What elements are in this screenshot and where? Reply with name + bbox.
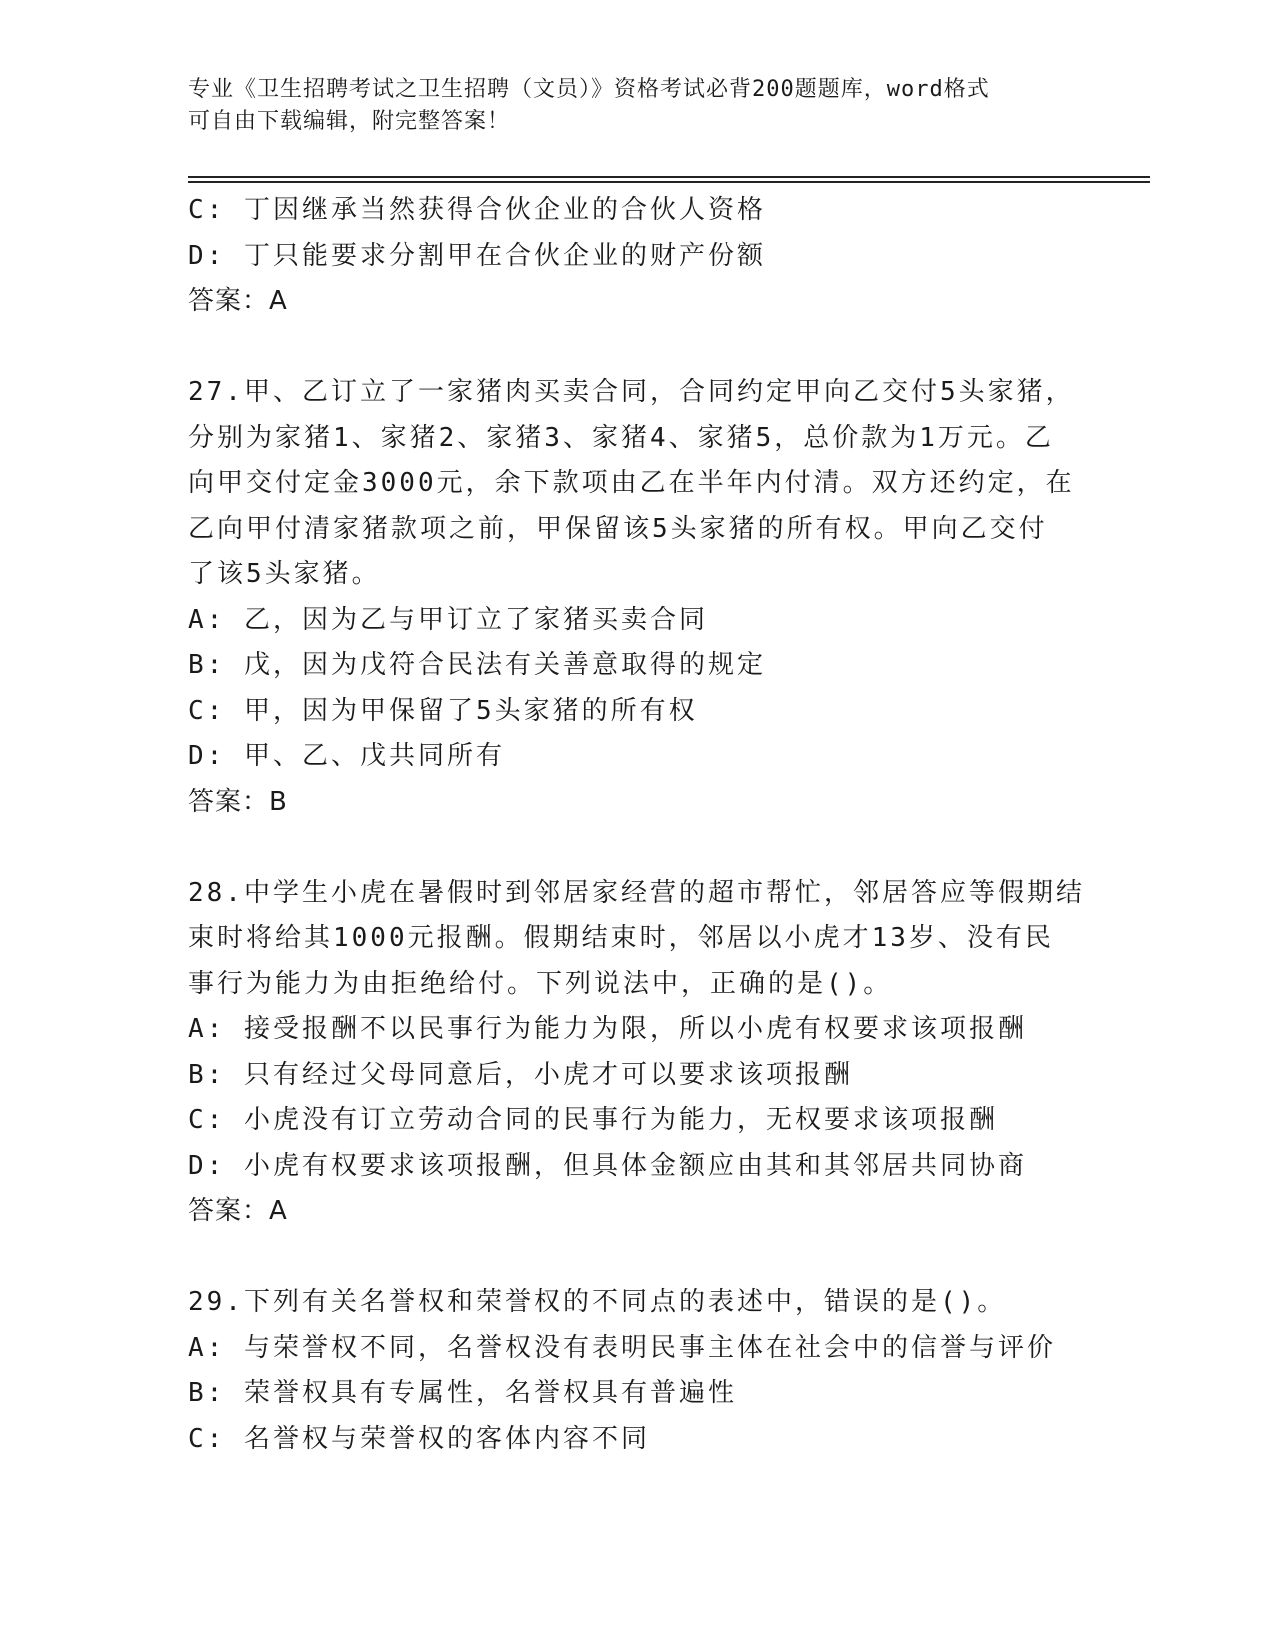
q29-option-b: B: 荣誉权具有专属性，名誉权具有普遍性 xyxy=(188,1378,737,1408)
header-title-line-2: 可自由下载编辑，附完整答案！ xyxy=(188,109,511,134)
q28-option-a: A: 接受报酬不以民事行为能力为限，所以小虎有权要求该项报酬 xyxy=(188,1014,1027,1044)
q26-answer: 答案：A xyxy=(188,286,288,316)
q29-option-c: C: 名誉权与荣誉权的客体内容不同 xyxy=(188,1423,650,1454)
spacer xyxy=(188,325,1108,371)
q28-stem-line-2: 束时将给其1000元报酬。假期结束时，邻居以小虎才13岁、没有民 xyxy=(188,923,1054,953)
header-divider-bottom xyxy=(188,181,1150,183)
q27-option-a: A: 乙，因为乙与甲订立了家猪买卖合同 xyxy=(188,604,708,635)
document-body xyxy=(188,188,1108,1462)
document-header xyxy=(188,74,1088,138)
q28-option-c: C: 小虎没有订立劳动合同的民事行为能力，无权要求该项报酬 xyxy=(188,1105,998,1135)
q26-option-c: C: 丁因继承当然获得合伙企业的合伙人资格 xyxy=(188,195,766,225)
header-title-line-1: 专业《卫生招聘考试之卫生招聘（文员）》资格考试必背200题题库，word格式 xyxy=(188,77,990,102)
spacer xyxy=(188,825,1108,871)
q28-option-d: D: 小虎有权要求该项报酬，但具体金额应由其和其邻居共同协商 xyxy=(188,1150,1027,1181)
q29-option-a: A: 与荣誉权不同，名誉权没有表明民事主体在社会中的信誉与评价 xyxy=(188,1332,1056,1363)
q27-stem-line-1: 27.甲、乙订立了一家猪肉买卖合同，合同约定甲向乙交付5头家猪， xyxy=(188,377,1075,407)
header-divider-top xyxy=(188,176,1150,178)
q27-stem-line-2: 分别为家猪1、家猪2、家猪3、家猪4、家猪5，总价款为1万元。乙 xyxy=(188,422,1054,453)
q26-option-d: D: 丁只能要求分割甲在合伙企业的财产份额 xyxy=(188,240,766,271)
q27-stem-line-5: 了该5头家猪。 xyxy=(188,559,381,589)
q29-stem-line-1: 29.下列有关名誉权和荣誉权的不同点的表述中，错误的是()。 xyxy=(188,1287,1007,1317)
q28-answer: 答案：A xyxy=(188,1196,288,1226)
q27-answer: 答案：B xyxy=(188,786,288,817)
q28-stem-line-3: 事行为能力为由拒绝给付。下列说法中，正确的是()。 xyxy=(188,968,893,999)
q28-option-b: B: 只有经过父母同意后，小虎才可以要求该项报酬 xyxy=(188,1059,853,1090)
q27-option-b: B: 戊，因为戊符合民法有关善意取得的规定 xyxy=(188,650,766,680)
q27-option-d: D: 甲、乙、戊共同所有 xyxy=(188,741,505,771)
q27-stem-line-3: 向甲交付定金3000元，余下款项由乙在半年内付清。双方还约定，在 xyxy=(188,468,1075,498)
spacer xyxy=(188,1235,1108,1281)
q27-stem-line-4: 乙向甲付清家猪款项之前，甲保留该5头家猪的所有权。甲向乙交付 xyxy=(188,513,1048,544)
q27-option-c: C: 甲，因为甲保留了5头家猪的所有权 xyxy=(188,695,698,726)
q28-stem-line-1: 28.中学生小虎在暑假时到邻居家经营的超市帮忙，邻居答应等假期结 xyxy=(188,877,1085,908)
